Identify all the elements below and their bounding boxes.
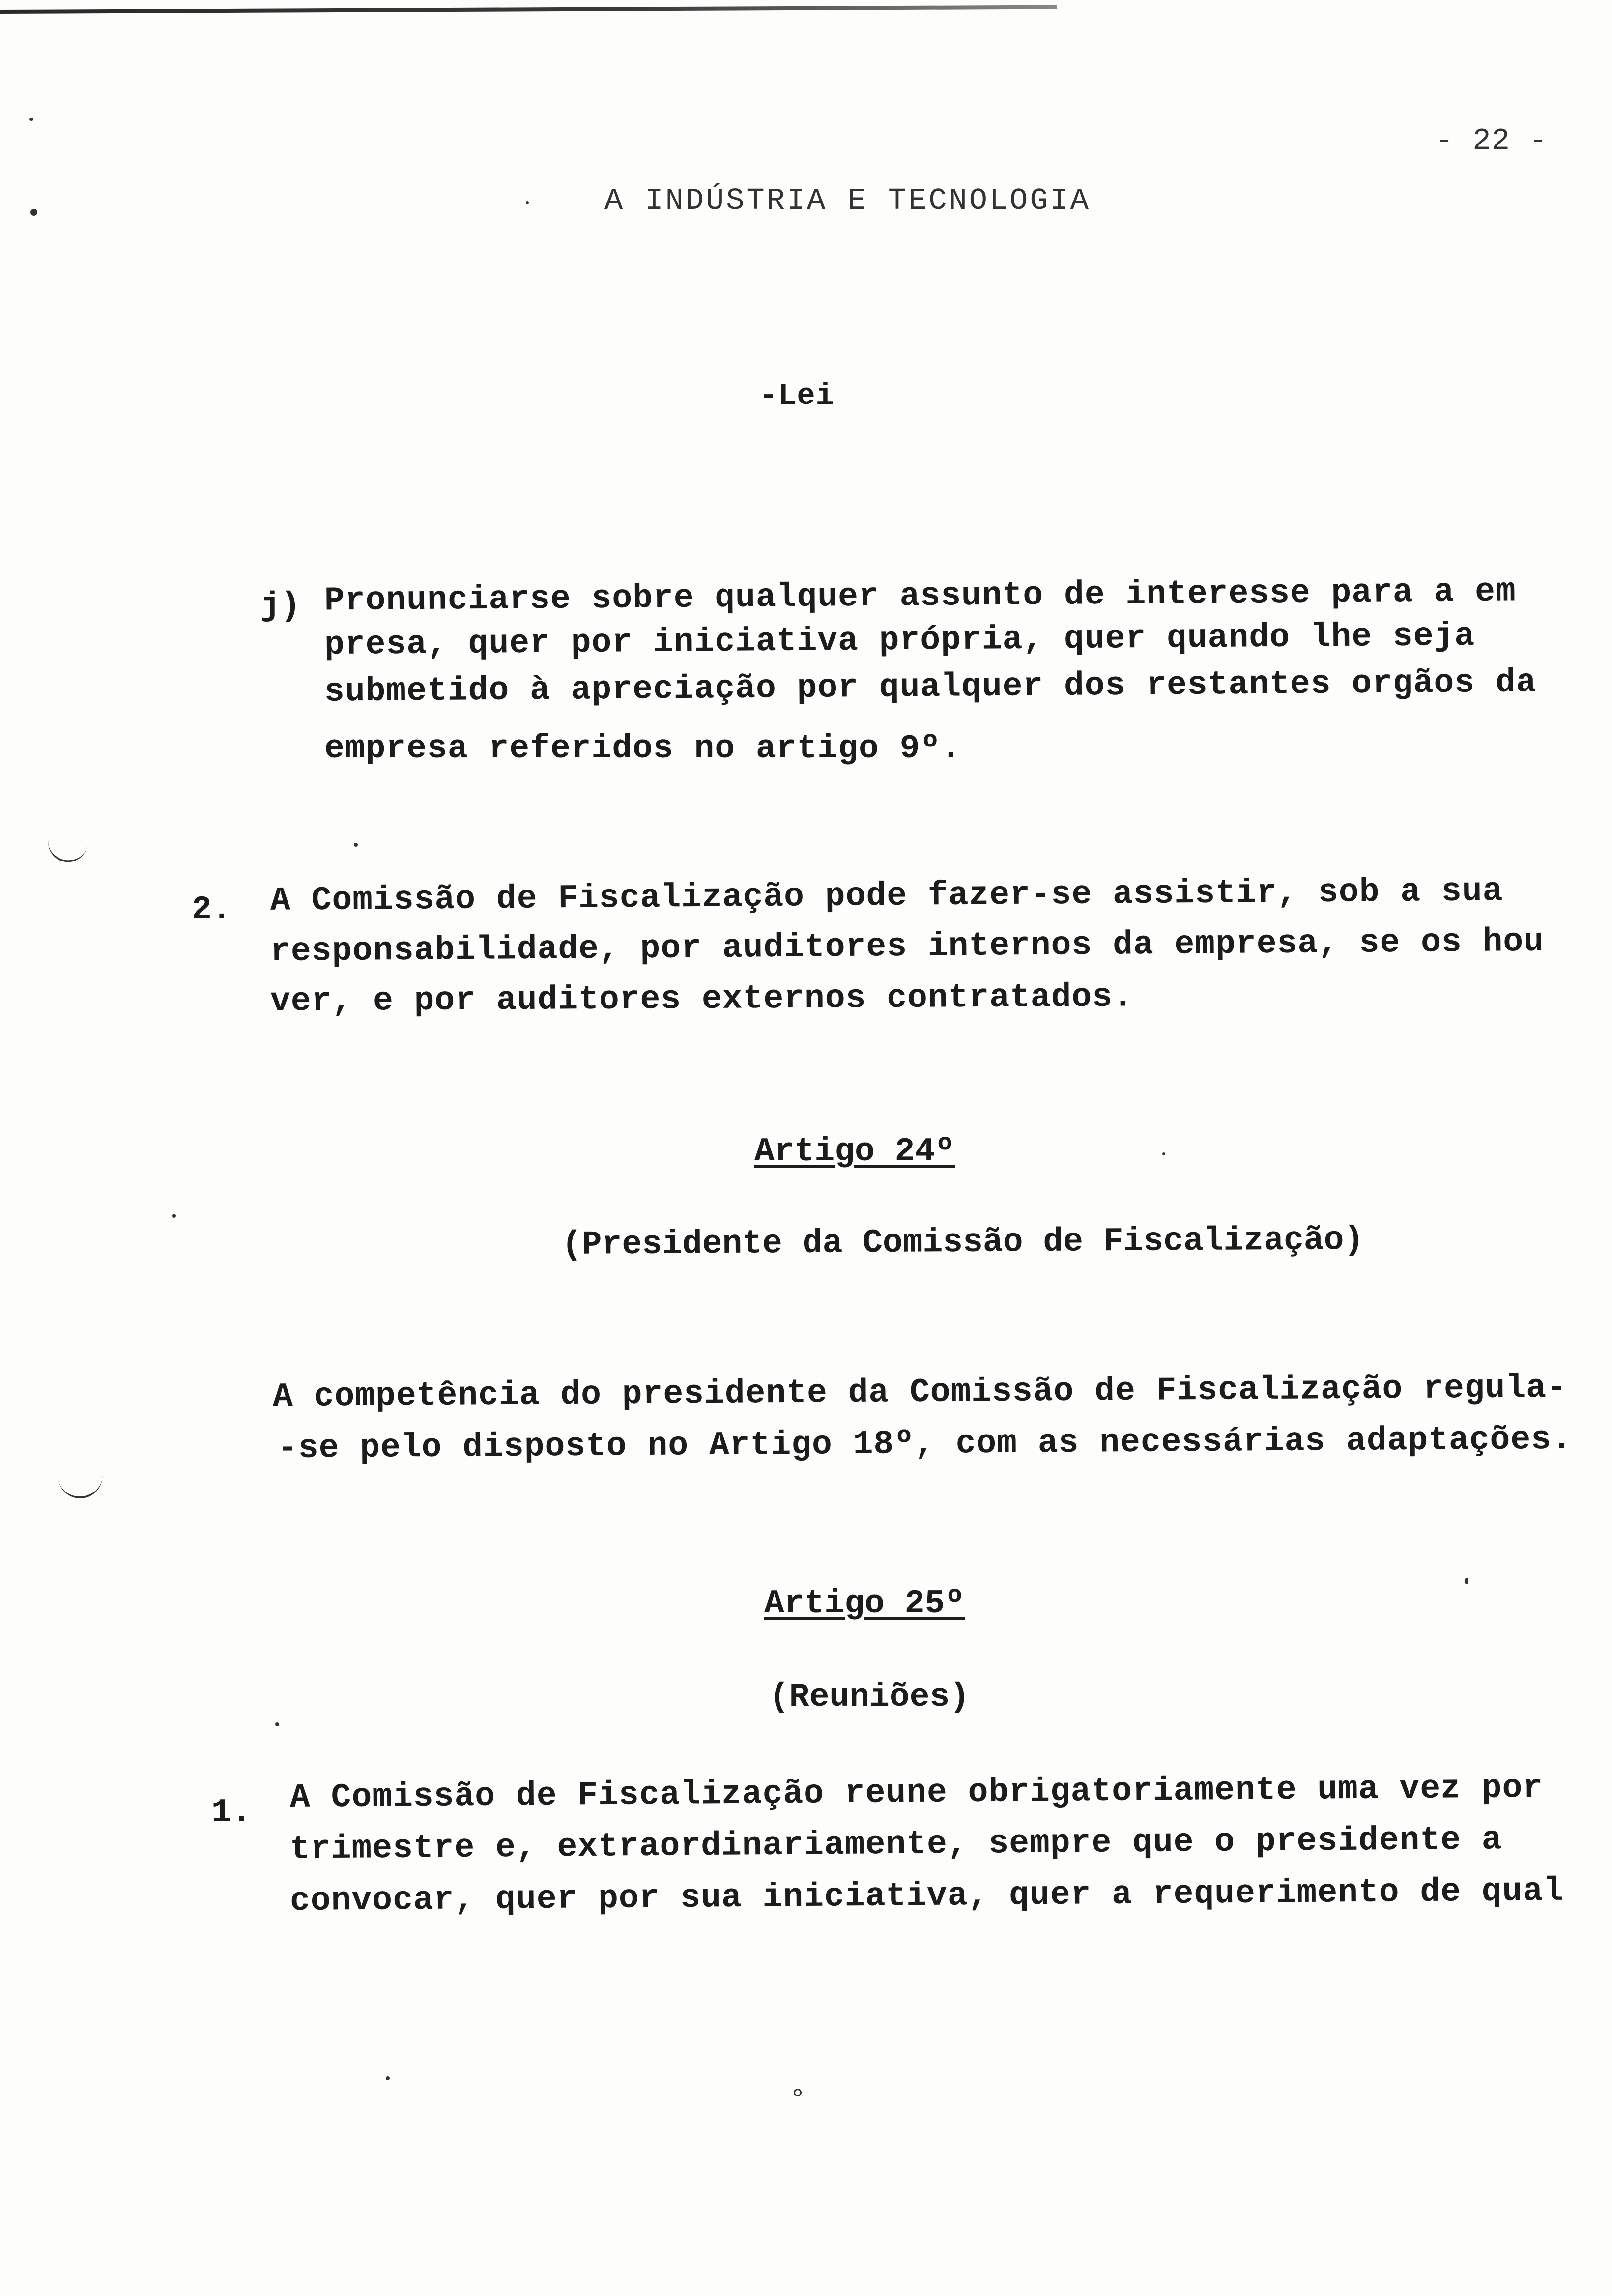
item-2-line-1: A Comissão de Fiscalização pode fazer-se assistir, sob a sua [270,872,1503,920]
item-2-line-3: ver, e por auditores externos contratados. [270,978,1134,1021]
article-25-heading: Artigo 25º [764,1585,965,1623]
article-24-line-1: A competência do presidente da Comissão de Fiscalização regula- [272,1369,1568,1416]
article-25-item-1-marker: 1. [211,1794,252,1832]
page-number: - 22 - [1435,123,1548,158]
item-j-line-4: empresa referidos no artigo 9º. [324,730,962,768]
scan-speck [526,201,529,204]
article-25-item-1-line-3: convocar, quer por sua iniciativa, quer a requerimento de qual [289,1872,1564,1921]
item-j-marker: j) [260,587,301,625]
item-j-line-1: Pronunciarse sobre qualquer assunto de interesse para a em [324,573,1517,620]
item-j-line-2: presa, quer por iniciativa própria, quer quando lhe seja [324,617,1475,664]
section-label: -Lei [759,378,835,413]
top-rule-line [0,5,1057,14]
scan-speck [386,2076,390,2080]
item-j-line-3: submetido à apreciação por qualquer dos restantes orgãos da [324,663,1537,711]
item-2-marker: 2. [192,891,232,929]
scan-speck [172,1214,176,1218]
scan-speck [1162,1152,1165,1155]
article-24-line-2: -se pelo disposto no Artigo 18º, com as necessárias adaptações. [277,1420,1573,1468]
article-24-subheading: (Presidente da Comissão de Fiscalização) [561,1221,1364,1264]
scan-speck [275,1722,279,1726]
scan-speck [1465,1578,1468,1584]
article-24-heading: Artigo 24º [754,1133,955,1171]
article-25-subheading: (Reuniões) [769,1678,970,1716]
article-25-item-1-line-2: trimestre e, extraordinariamente, sempre que o presidente a [289,1821,1502,1868]
scan-mark [45,837,87,865]
item-2-line-2: responsabilidade, por auditores internos da empresa, se os hou [270,922,1545,971]
article-25-item-1-line-1: A Comissão de Fiscalização reune obrigatoriamente uma vez por [289,1769,1544,1817]
scan-speck [354,843,358,847]
scan-speck [29,118,33,121]
page-header-title: A INDÚSTRIA E TECNOLOGIA [604,183,1091,218]
scan-speck [794,2089,802,2096]
scan-mark [58,1472,104,1500]
scan-speck [30,209,37,216]
